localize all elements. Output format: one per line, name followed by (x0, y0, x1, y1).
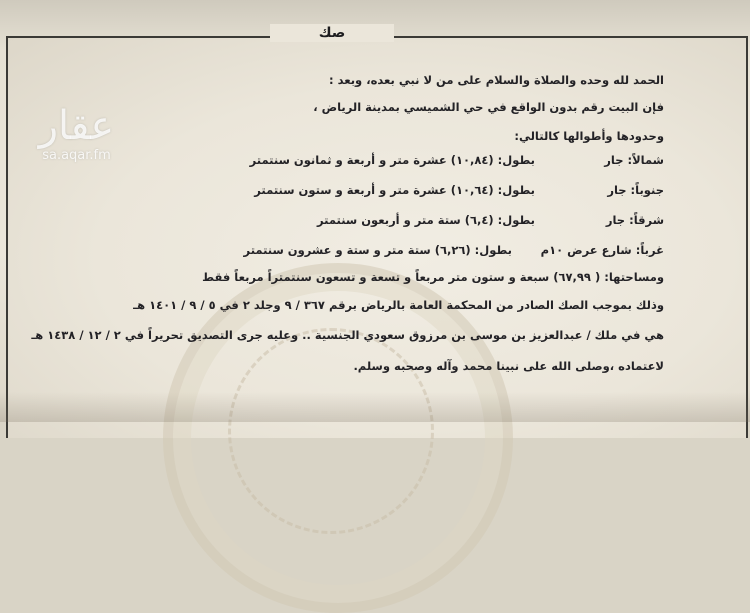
photo-bottom-shadow (0, 392, 750, 422)
property-description-line: فإن البيت رقم بدون الواقع في حي الشميسي بمدينة الرياض ، (313, 100, 664, 114)
deed-paper (6, 36, 748, 438)
embossed-seal-watermark (163, 263, 513, 613)
boundary-east-length: بطول: (٦,٤) ستة متر و أربعون سنتمتر (316, 213, 535, 227)
boundary-south-label: جنوباً: جار (607, 183, 664, 197)
aqar-url: sa.aqar.fm (42, 148, 111, 163)
aqar-watermark (14, 104, 139, 174)
deed-reference-line: وذلك بموجب الصك الصادر من المحكمة العامة بالرياض برقم ٣٦٧ / ٩ وجلد ٢ في ٥ / ٩ / ١٤٠١ هـ (133, 298, 664, 312)
boundary-south-length: بطول: (١٠,٦٤) عشرة متر و أربعة و ستون سنتمتر (254, 183, 535, 197)
boundaries-heading: وحدودها وأطوالها كالتالي: (514, 129, 664, 143)
area-line: ومساحتها: ( ٦٧,٩٩) سبعة و ستون متر مربعاً و تسعة و تسعون سنتمتراً مربعاً فقط (202, 270, 664, 284)
boundary-east-label: شرقاً: جار (605, 213, 664, 227)
boundary-west-label: غرباً: شارع عرض ١٠م (540, 243, 664, 257)
owner-line: هي في ملك / عبدالعزيز بن موسى بن مرزوق سعودي الجنسية .. وعليه جرى التصديق تحريراً في ٢ / ١٢ / ١٤٣٨ هـ (31, 328, 664, 342)
closing-line: لاعتماده ،وصلى الله على نبينا محمد وآله وصحبه وسلم. (353, 359, 664, 373)
boundary-west-length: بطول: (٦,٢٦) ستة متر و ستة و عشرون سنتمتر (243, 243, 512, 257)
boundary-north-length: بطول: (١٠,٨٤) عشرة متر و أربعة و ثمانون سنتمتر (249, 153, 535, 167)
aqar-logo: عقار (38, 103, 115, 149)
document-title: صك (270, 24, 394, 42)
preamble-line: الحمد لله وحده والصلاة والسلام على من لا نبي بعده، وبعد : (329, 73, 664, 87)
boundary-north-label: شمالاً: جار (604, 153, 664, 167)
